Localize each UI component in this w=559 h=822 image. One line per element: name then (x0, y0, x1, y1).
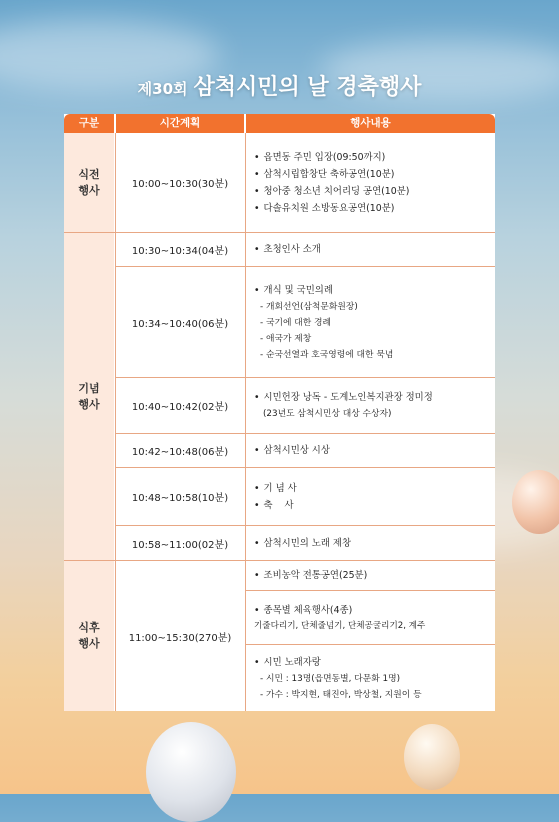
sub-item: - 국기에 대한 경례 (260, 317, 332, 328)
time-cell: 11:00~15:30(270분) (128, 632, 232, 644)
schedule-table (64, 114, 495, 711)
group-label: 행사 (78, 397, 100, 411)
sub-item: - 순국선열과 호국영령에 대한 묵념 (260, 349, 394, 360)
list-item: • 기 념 사 (254, 480, 495, 497)
group-label: 식전 (78, 167, 100, 181)
group-label: 행사 (78, 183, 100, 197)
header-content: 행사내용 (246, 114, 495, 133)
time-cell: 10:42~10:48(06분) (131, 447, 229, 458)
title-edition: 제30회 (137, 80, 188, 98)
content-cell (246, 526, 495, 560)
time-cell: 10:30~10:34(04분) (131, 246, 229, 257)
list-item: • 삼척시립합창단 축하공연(10분) (254, 166, 495, 183)
list-item: • 개식 및 국민의례 (254, 282, 495, 299)
list-item: • 청아중 청소년 치어리딩 공연(10분) (254, 183, 495, 200)
content-cell (246, 468, 495, 525)
content-cell (246, 591, 495, 644)
group-label: 식후 (78, 621, 100, 634)
balloon-decoration (404, 724, 460, 790)
balloon-decoration (512, 470, 559, 534)
list-item: • 종목별 체육행사(4종) (254, 602, 495, 619)
sub-item: - 애국가 제창 (260, 333, 312, 344)
content-cell (246, 645, 495, 711)
content-cell (246, 434, 495, 467)
sub-item: - 시민 : 13명(읍면동별, 다문화 1명) (260, 673, 401, 684)
time-cell: 10:00~10:30(30분) (131, 179, 229, 190)
list-item: • 삼척시민의 노래 제창 (254, 535, 495, 552)
list-item: • 삼척시민상 시상 (254, 442, 495, 459)
list-item: • 초청인사 소개 (254, 241, 495, 258)
content-cell (246, 233, 495, 266)
header-category: 구분 (64, 114, 114, 133)
time-cell: 10:48~10:58(10분) (131, 493, 229, 504)
list-item: • 조비농악 전통공연(25분) (254, 567, 495, 584)
list-item: • 읍면동 주민 입장(09:50까지) (254, 149, 495, 166)
group-label: 행사 (78, 637, 100, 650)
list-item: • 다솔유치원 소방동요공연(10분) (254, 200, 495, 217)
time-cell: 10:58~11:00(02분) (131, 539, 229, 551)
content-cell (246, 561, 495, 590)
group-cell-pre (64, 133, 114, 232)
balloon-decoration (146, 722, 236, 822)
page-title (0, 70, 559, 101)
content-cell (246, 267, 495, 377)
group-cell-post (64, 561, 114, 711)
content-cell (246, 378, 495, 433)
content-cell (246, 133, 495, 232)
sub-item: (23년도 삼척시민상 대상 수상자) (263, 409, 392, 419)
title-main: 삼척시민의 날 경축행사 (193, 75, 422, 100)
sub-item: - 가수 : 박지현, 태진아, 박상철, 지원이 등 (260, 689, 422, 700)
group-cell-main (64, 233, 114, 560)
time-cell: 10:34~10:40(06분) (131, 318, 229, 330)
sub-item: - 개회선언(삼척문화원장) (260, 301, 358, 312)
list-item: • 축 사 (254, 497, 495, 514)
header-time: 시간계획 (116, 114, 244, 133)
note-text: 기줄다리기, 단체줄넘기, 단체공굴리기2, 계주 (254, 621, 426, 631)
group-label: 기념 (78, 381, 100, 395)
time-cell: 10:40~10:42(02분) (131, 402, 229, 413)
list-item: • 시민 노래자랑 (254, 654, 495, 671)
list-item: • 시민헌장 낭독 - 도계노인복지관장 정미정 (254, 389, 495, 406)
